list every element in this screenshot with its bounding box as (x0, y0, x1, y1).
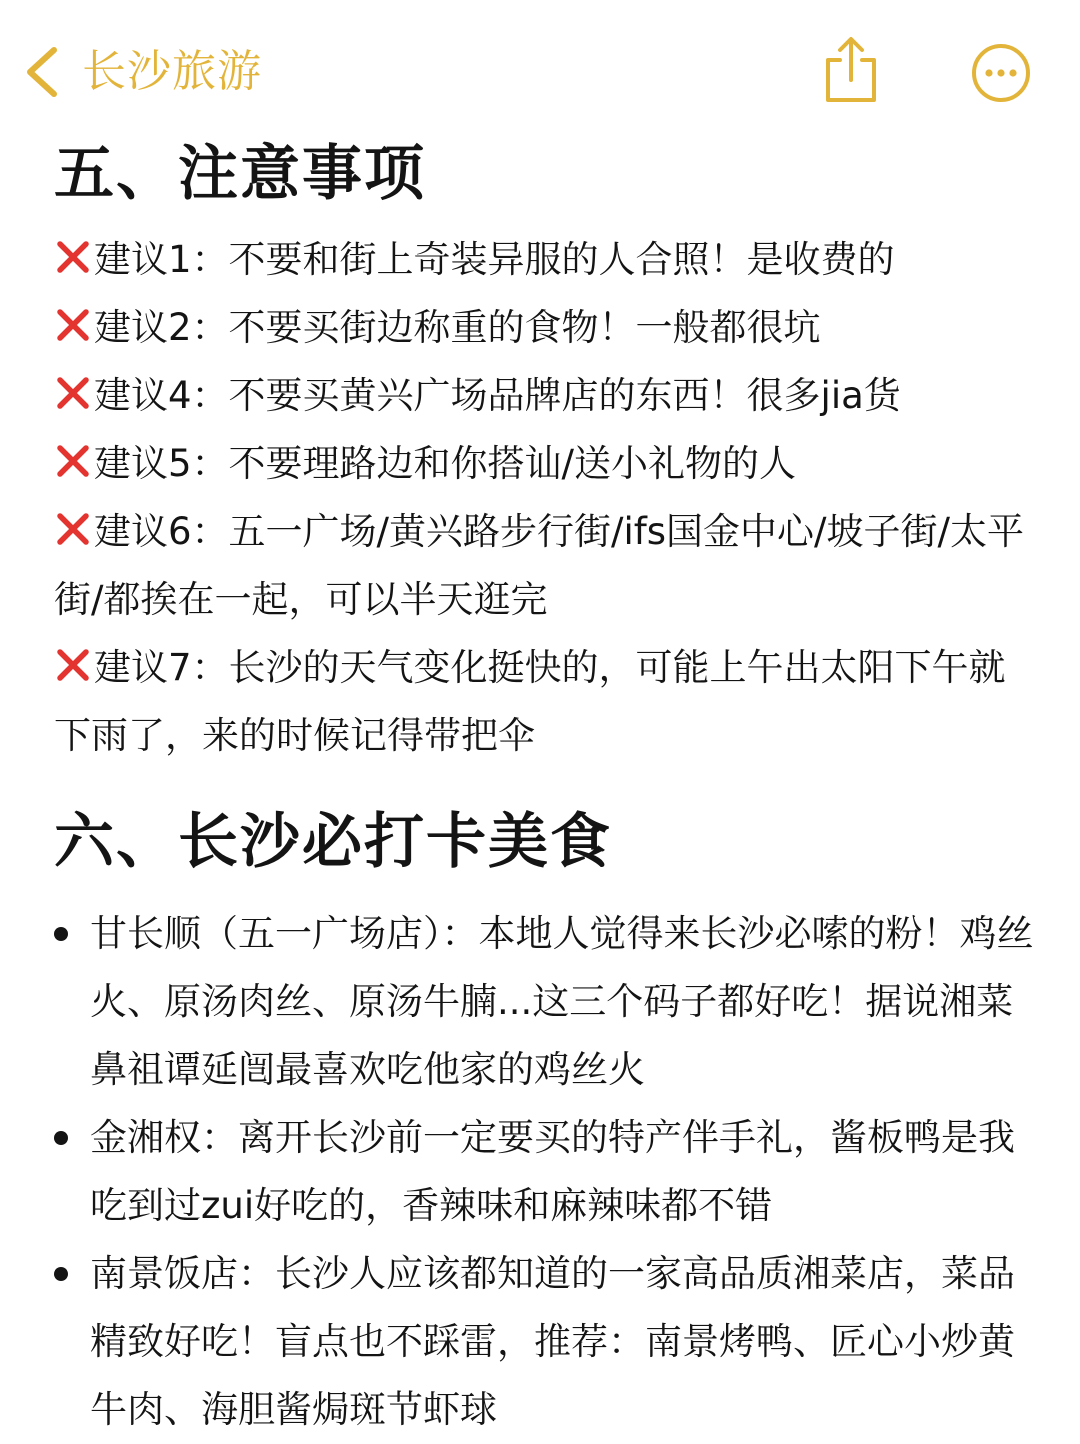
cross-mark-icon (54, 374, 92, 412)
bullet-dot-icon (54, 1131, 68, 1145)
share-icon[interactable] (820, 34, 882, 106)
tip-item (54, 362, 1034, 430)
tip-item (54, 634, 1034, 770)
cross-mark-icon (54, 510, 92, 548)
tip-text: 建议7：长沙的天气变化挺快的，可能上午出太阳下午就下雨了，来的时候记得带把伞 (54, 646, 1006, 757)
nav-bar (0, 0, 1080, 130)
food-item (54, 1104, 1034, 1240)
more-icon[interactable] (970, 42, 1032, 104)
food-list (54, 900, 1034, 1444)
food-item (54, 1240, 1034, 1444)
tip-text: 建议4：不要买黄兴广场品牌店的东西！很多jia货 (94, 374, 901, 417)
food-text: 南景饭店：长沙人应该都知道的一家高品质湘菜店，菜品精致好吃！盲点也不踩雷，推荐：南景烤鸭、匠心小炒黄牛肉、海胆酱焗斑节虾球 (90, 1252, 1015, 1431)
food-text: 金湘权：离开长沙前一定要买的特产伴手礼，酱板鸭是我吃到过zui好吃的，香辣味和麻辣味都不错 (90, 1116, 1015, 1227)
tip-item (54, 226, 1034, 294)
tip-text: 建议5：不要理路边和你搭讪/送小礼物的人 (94, 442, 797, 485)
food-item (54, 900, 1034, 1104)
tip-text: 建议2：不要买街边称重的食物！一般都很坑 (94, 306, 821, 349)
section-heading-tips: 五、注意事项 (54, 139, 426, 209)
bullet-dot-icon (54, 1267, 68, 1281)
tip-text: 建议6：五一广场/黄兴路步行街/ifs国金中心/坡子街/太平街/都挨在一起，可以半天逛完 (54, 510, 1024, 621)
cross-mark-icon (54, 306, 92, 344)
cross-mark-icon (54, 442, 92, 480)
tip-text: 建议1：不要和街上奇装异服的人合照！是收费的 (94, 238, 895, 281)
food-text: 甘长顺（五一广场店）：本地人觉得来长沙必嗦的粉！鸡丝火、原汤肉丝、原汤牛腩...这三个码子都好吃！据说湘菜鼻祖谭延闿最喜欢吃他家的鸡丝火 (90, 912, 1034, 1091)
tips-list (54, 226, 1034, 770)
note-content (54, 132, 1034, 1444)
cross-mark-icon (54, 646, 92, 684)
nav-title: 长沙旅游 (82, 46, 262, 97)
cross-mark-icon (54, 238, 92, 276)
bullet-dot-icon (54, 927, 68, 941)
tip-item (54, 294, 1034, 362)
tip-item (54, 430, 1034, 498)
tip-item (54, 498, 1034, 634)
section-heading-food: 六、长沙必打卡美食 (54, 807, 612, 877)
chevron-left-icon[interactable] (20, 40, 66, 104)
